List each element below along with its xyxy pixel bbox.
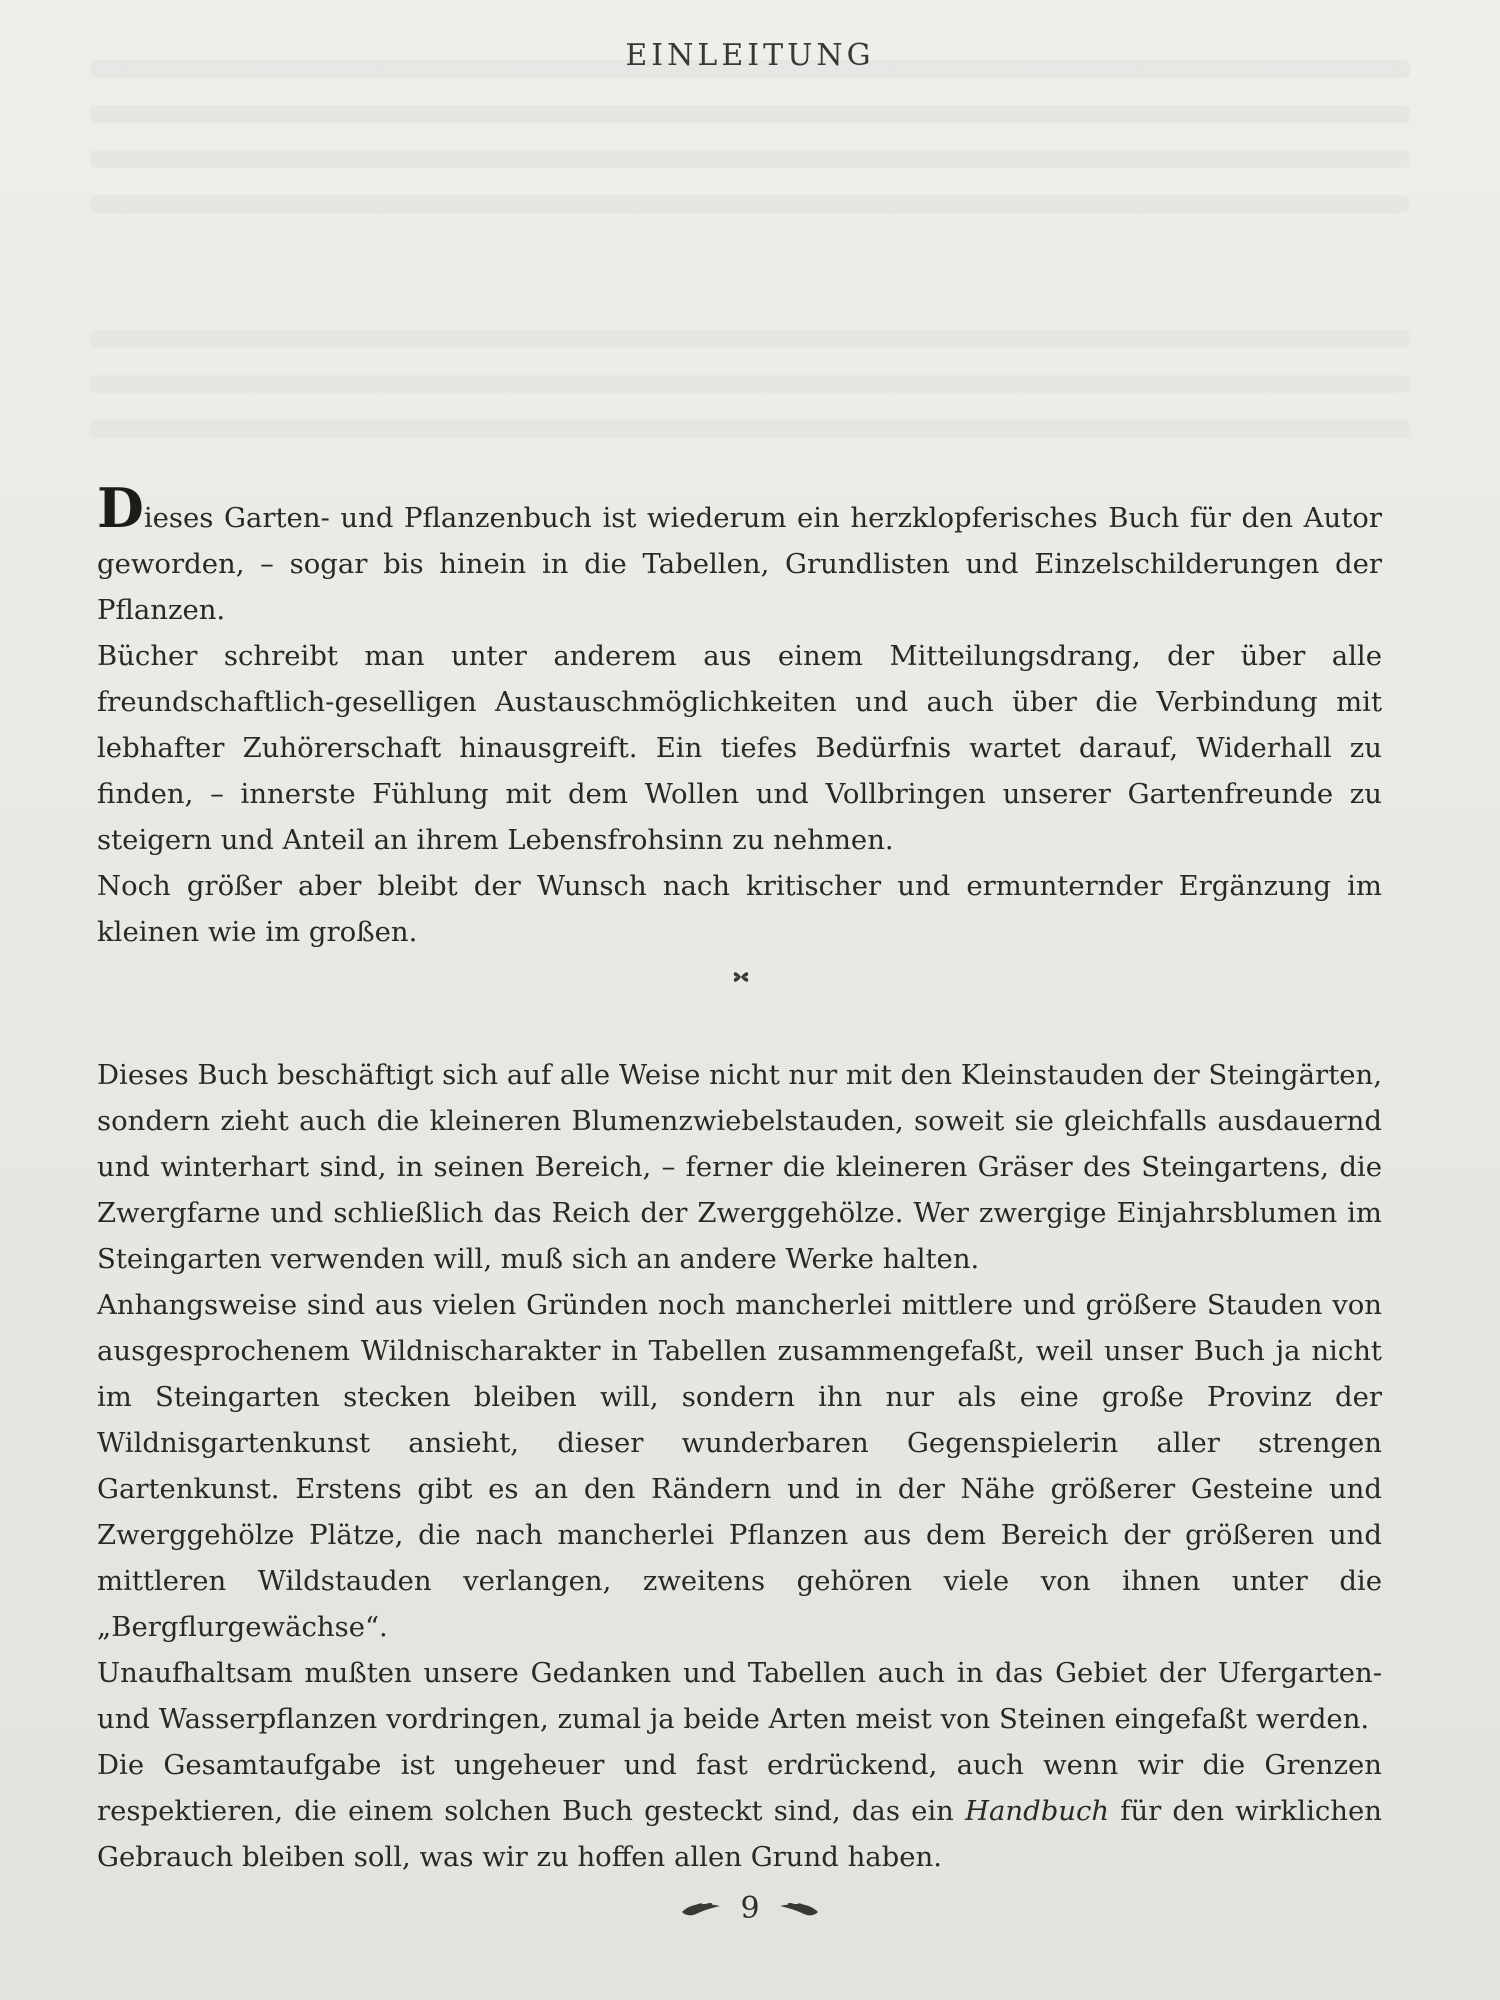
emphasis-text: Handbuch bbox=[965, 1795, 1110, 1827]
page-number: 9 bbox=[740, 1890, 760, 1926]
right-fleuron-icon bbox=[776, 1898, 820, 1918]
left-fleuron-icon bbox=[680, 1898, 724, 1918]
leaf-ornament-icon bbox=[730, 966, 752, 988]
bleed-through-line bbox=[90, 375, 1410, 393]
bleed-through-line bbox=[90, 330, 1410, 348]
page-footer bbox=[0, 1888, 1500, 1928]
paragraph: Noch größer aber bleibt der Wunsch nach kritischer und ermunternder Ergänzung im kleinen wie im großen. bbox=[97, 870, 1382, 948]
paragraph: Anhangsweise sind aus vielen Gründen noch mancherlei mittlere und größere Stauden von ausgesprochenem Wildnischarakter in Tabellen zusammengefaßt, weil unser Buch ja nicht im Steingarten stecken bleiben will, sondern ihn nur als eine große Provinz der Wildnisgartenkunst ansieht, dieser wunderbaren Gegenspielerin aller strengen Gartenkunst. Erstens gibt es an den Rändern und in der Nähe größerer Gesteine und Zwerggehölze Plätze, die nach mancherlei Pflanzen aus dem Bereich der größeren und mittleren Wildstauden verlangen, zweitens gehören viele von ihnen unter die „Bergflurgewächse“. bbox=[97, 1289, 1382, 1643]
paragraph: Unaufhaltsam mußten unsere Gedanken und Tabellen auch in das Gebiet der Ufergarten- und Wasserpflanzen vordringen, zumal ja beide Arten meist von Steinen eingefaßt werden. bbox=[97, 1657, 1382, 1735]
bleed-through-line bbox=[90, 420, 1410, 438]
main-section bbox=[97, 1052, 1382, 1880]
paragraph-text: Die Gesamtaufgabe ist ungeheuer und fast erdrückend, auch wenn wir die Grenzen respektieren, die einem solchen Buch gesteckt sind, das ein bbox=[97, 1749, 1382, 1827]
paragraph-text: ieses Garten- und Pflanzenbuch ist wiederum ein herzklopferisches Buch für den Autor geworden, – sogar bis hinein in die Tabellen, Grundlisten und Einzelschilderungen der Pflanzen. bbox=[97, 502, 1382, 626]
paragraph-text: für den wirklichen Gebrauch bleiben soll, was wir zu hoffen allen Grund haben. bbox=[97, 1795, 1382, 1873]
drop-cap: D bbox=[97, 476, 144, 540]
bleed-through-line bbox=[90, 105, 1410, 123]
bleed-through-line bbox=[90, 195, 1410, 213]
paragraph bbox=[97, 476, 1382, 633]
intro-section bbox=[97, 476, 1382, 955]
bleed-through-line bbox=[90, 150, 1410, 168]
paragraph: Dieses Buch beschäftigt sich auf alle Weise nicht nur mit den Kleinstauden der Steingärten, sondern zieht auch die kleineren Blumenzwiebelstauden, soweit sie gleichfalls ausdauernd und winterhart sind, in seinen Bereich, – ferner die kleineren Gräser des Steingartens, die Zwergfarne und schließlich das Reich der Zwerggehölze. Wer zwergige Einjahrsblumen im Steingarten verwenden will, muß sich an andere Werke halten. bbox=[97, 1059, 1382, 1275]
paragraph: Bücher schreibt man unter anderem aus einem Mitteilungsdrang, der über alle freundschaftlich-geselligen Austauschmöglichkeiten und auch über die Verbindung mit lebhafter Zuhörerschaft hinausgreift. Ein tiefes Bedürfnis wartet darauf, Widerhall zu finden, – innerste Fühlung mit dem Wollen und Vollbringen unserer Gartenfreunde zu steigern und Anteil an ihrem Lebensfrohsinn zu nehmen. bbox=[97, 640, 1382, 856]
paragraph bbox=[97, 1742, 1382, 1880]
page-title: EINLEITUNG bbox=[625, 38, 875, 73]
